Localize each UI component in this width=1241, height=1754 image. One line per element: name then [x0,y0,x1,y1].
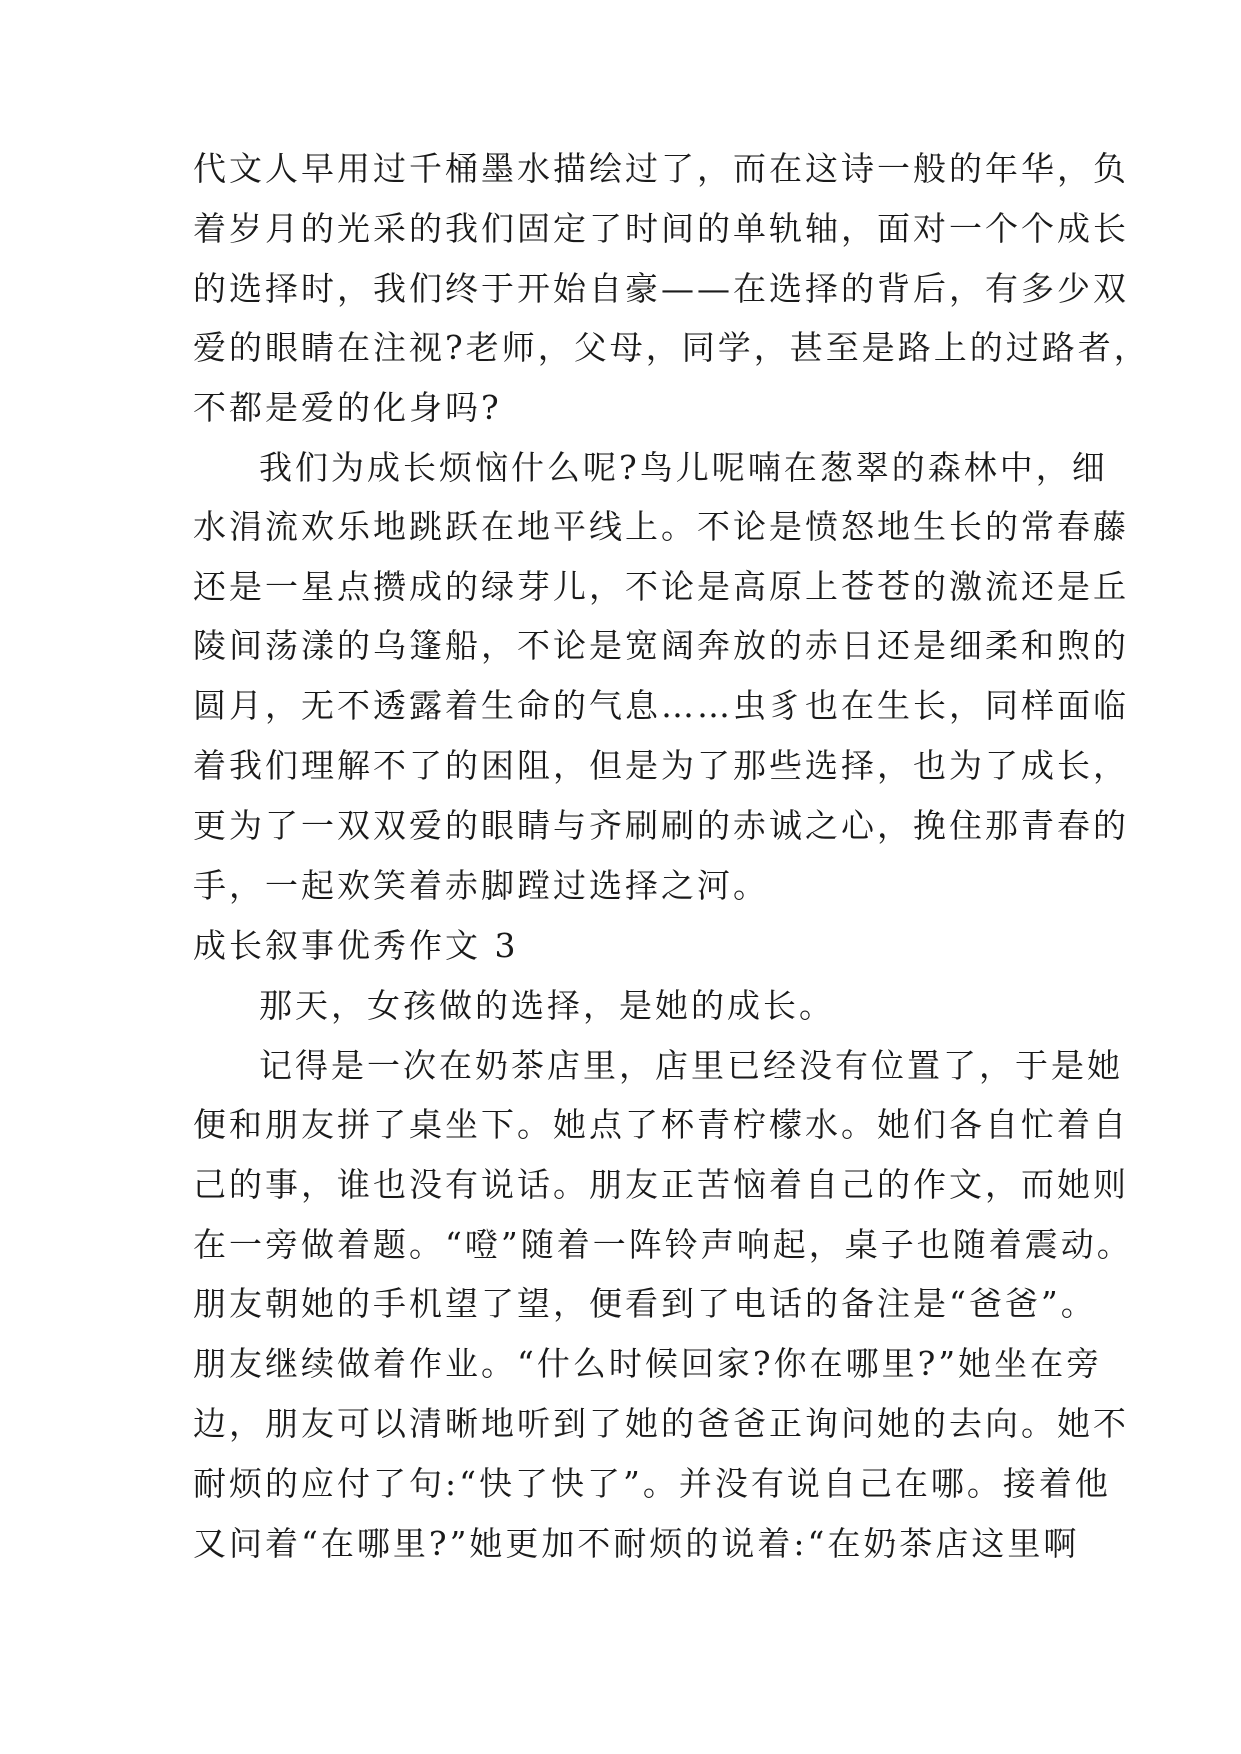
text-line: 耐烦的应付了句:“快了快了”。并没有说自己在哪。接着他 [193,1464,1111,1503]
text-line: 水涓流欢乐地跳跃在地平线上。不论是愤怒地生长的常春藤 [193,507,1129,546]
text-line: 更为了一双双爱的眼睛与齐刷刷的赤诚之心，挽住那青春的 [193,806,1129,845]
paragraph-first-line: 我们为成长烦恼什么呢?鸟儿呢喃在葱翠的森林中，细 [259,448,1108,487]
section-heading: 成长叙事优秀作文 3 [193,926,519,965]
text-line: 便和朋友拼了桌坐下。她点了杯青柠檬水。她们各自忙着自 [193,1105,1129,1144]
text-line: 陵间荡漾的乌篷船，不论是宽阔奔放的赤日还是细柔和煦的 [193,626,1129,665]
text-line: 边，朋友可以清晰地听到了她的爸爸正询问她的去向。她不 [193,1404,1129,1443]
text-line: 圆月，无不透露着生命的气息……虫豸也在生长，同样面临 [193,686,1129,725]
text-line: 己的事，谁也没有说话。朋友正苦恼着自己的作文，而她则 [193,1165,1129,1204]
text-line: 代文人早用过千桶墨水描绘过了，而在这诗一般的年华，负 [193,149,1129,188]
text-line: 着我们理解不了的困阻，但是为了那些选择，也为了成长， [193,746,1129,785]
text-line: 又问着“在哪里?”她更加不耐烦的说着:“在奶茶店这里啊 [193,1524,1080,1563]
paragraph-first-line: 那天，女孩做的选择，是她的成长。 [259,986,835,1025]
text-line: 的选择时，我们终于开始自豪——在选择的背后，有多少双 [193,269,1129,308]
text-line: 不都是爱的化身吗? [193,388,502,427]
text-line: 爱的眼睛在注视?老师，父母，同学，甚至是路上的过路者， [193,328,1150,367]
text-line: 着岁月的光采的我们固定了时间的单轨轴，面对一个个成长 [193,209,1129,248]
paragraph-first-line: 记得是一次在奶茶店里，店里已经没有位置了，于是她 [259,1046,1123,1085]
text-line: 还是一星点攒成的绿芽儿，不论是高原上苍苍的激流还是丘 [193,567,1129,606]
text-line: 朋友继续做着作业。“什么时候回家?你在哪里?”她坐在旁 [193,1344,1103,1383]
text-line: 朋友朝她的手机望了望，便看到了电话的备注是“爸爸”。 [193,1284,1097,1323]
text-line: 在一旁做着题。“噔”随着一阵铃声响起，桌子也随着震动。 [193,1225,1133,1264]
text-line: 手，一起欢笑着赤脚蹚过选择之河。 [193,866,769,905]
